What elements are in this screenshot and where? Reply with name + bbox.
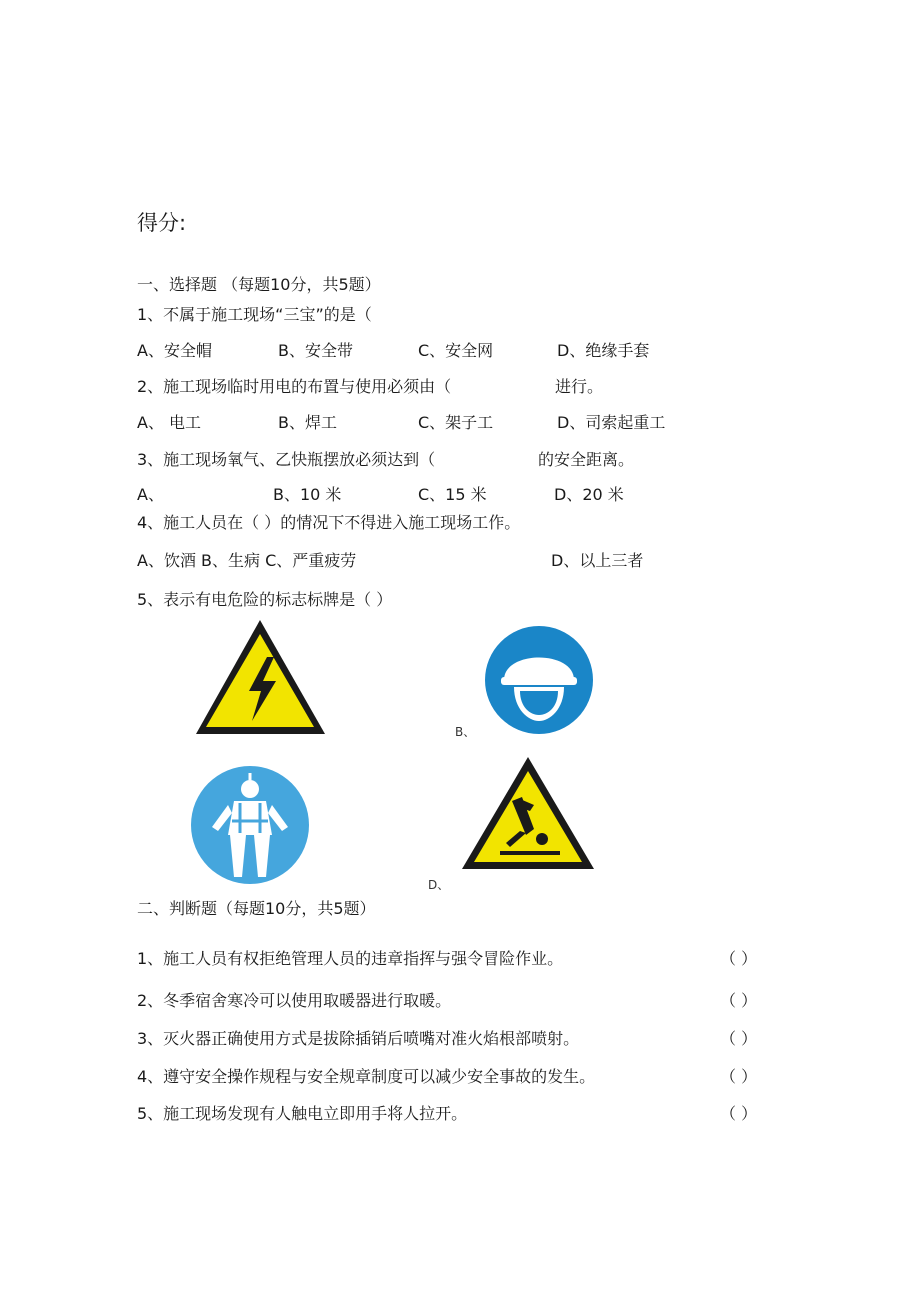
- q1-option-a: A、安全帽: [137, 341, 212, 360]
- judge-answer-2[interactable]: （ ）: [720, 991, 758, 1010]
- electric-shock-warning-icon: [193, 617, 328, 737]
- q2-stem: 2、施工现场临时用电的布置与使用必须由（: [137, 377, 452, 396]
- section1-title: 一、选择题 （每题10分，共5题）: [137, 275, 381, 294]
- q2-option-a: A、 电工: [137, 413, 202, 432]
- q5-option-b-label: B、: [455, 725, 476, 739]
- q1-option-c: C、安全网: [418, 341, 494, 360]
- q3-option-d: D、20 米: [554, 485, 624, 504]
- judge-item-2: 2、冬季宿舍寒冷可以使用取暖器进行取暖。: [137, 991, 452, 1010]
- section2-title: 二、判断题（每题10分，共5题）: [137, 899, 376, 918]
- q2-option-c: C、架子工: [418, 413, 494, 432]
- q4-option-d: D、以上三者: [551, 551, 644, 570]
- q3-stem-tail: 的安全距离。: [538, 450, 635, 469]
- judge-answer-5[interactable]: （ ）: [720, 1104, 758, 1123]
- judge-answer-4[interactable]: （ ）: [720, 1067, 758, 1086]
- q1-stem: 1、不属于施工现场“三宝”的是（: [137, 305, 372, 324]
- q5-stem: 5、表示有电危险的标志标牌是（ ）: [137, 590, 393, 609]
- slip-fall-warning-icon: [460, 755, 596, 871]
- q3-option-b: B、10 米: [273, 485, 342, 504]
- q1-option-d: D、绝缘手套: [557, 341, 650, 360]
- q1-option-b: B、安全带: [278, 341, 353, 360]
- safety-helmet-mandatory-icon: [484, 625, 594, 735]
- q4-stem: 4、施工人员在（ ）的情况下不得进入施工现场工作。: [137, 513, 521, 532]
- safety-harness-mandatory-icon: [190, 765, 310, 885]
- score-label: 得分:: [137, 211, 187, 235]
- judge-item-5: 5、施工现场发现有人触电立即用手将人拉开。: [137, 1104, 468, 1123]
- judge-item-4: 4、遵守安全操作规程与安全规章制度可以减少安全事故的发生。: [137, 1067, 596, 1086]
- q2-stem-tail: 进行。: [555, 377, 604, 396]
- q3-option-a: A、: [137, 485, 164, 504]
- judge-answer-1[interactable]: （ ）: [720, 949, 758, 968]
- q3-stem: 3、施工现场氧气、乙快瓶摆放必须达到（: [137, 450, 436, 469]
- q4-options-abc: A、饮酒 B、生病 C、严重疲劳: [137, 551, 357, 570]
- judge-item-1: 1、施工人员有权拒绝管理人员的违章指挥与强令冒险作业。: [137, 949, 564, 968]
- judge-item-3: 3、灭火器正确使用方式是拔除插销后喷嘴对准火焰根部喷射。: [137, 1029, 580, 1048]
- q3-option-c: C、15 米: [418, 485, 487, 504]
- q5-option-d-label: D、: [428, 878, 450, 892]
- q2-option-d: D、司索起重工: [557, 413, 666, 432]
- judge-answer-3[interactable]: （ ）: [720, 1029, 758, 1048]
- q2-option-b: B、焊工: [278, 413, 337, 432]
